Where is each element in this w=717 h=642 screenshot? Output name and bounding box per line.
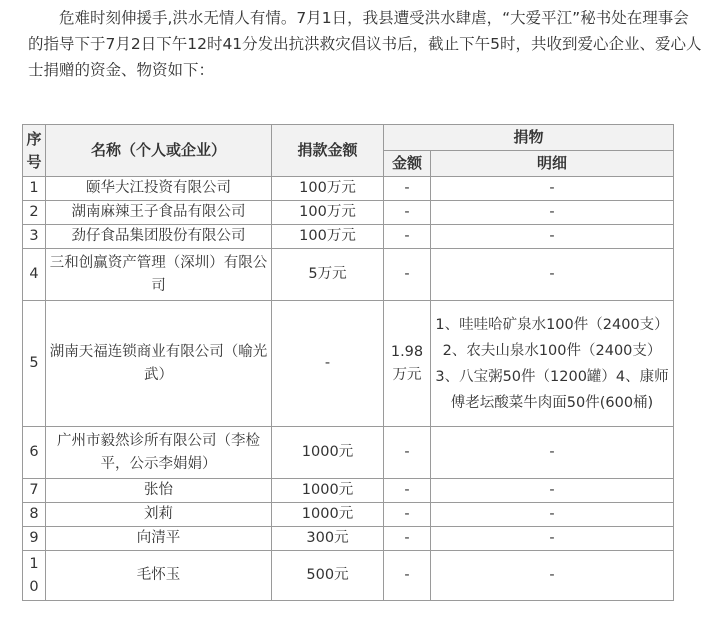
cell-seq: 9 xyxy=(23,527,46,551)
cell-goods-amount: - xyxy=(384,201,431,225)
cell-amount: 100万元 xyxy=(272,177,384,201)
cell-seq: 10 xyxy=(23,551,46,601)
header-goods-amount: 金额 xyxy=(384,151,431,177)
table-row xyxy=(23,479,674,503)
cell-goods-detail: - xyxy=(431,177,674,201)
cell-seq: 5 xyxy=(23,301,46,427)
table-row xyxy=(23,503,674,527)
header-amount: 捐款金额 xyxy=(272,125,384,177)
header-name: 名称（个人或企业） xyxy=(46,125,272,177)
table-row xyxy=(23,427,674,479)
cell-goods-detail: - xyxy=(431,527,674,551)
cell-name: 劲仔食品集团股份有限公司 xyxy=(46,225,272,249)
cell-amount: 300元 xyxy=(272,527,384,551)
cell-amount: 1000元 xyxy=(272,479,384,503)
cell-seq: 6 xyxy=(23,427,46,479)
table-row xyxy=(23,177,674,201)
header-goods: 捐物 xyxy=(384,125,674,151)
cell-name: 颐华大江投资有限公司 xyxy=(46,177,272,201)
table-row xyxy=(23,527,674,551)
cell-seq: 8 xyxy=(23,503,46,527)
cell-goods-amount: - xyxy=(384,479,431,503)
cell-goods-amount: - xyxy=(384,551,431,601)
cell-name: 刘莉 xyxy=(46,503,272,527)
table-row xyxy=(23,301,674,427)
header-seq: 序号 xyxy=(23,125,46,177)
cell-amount: 500元 xyxy=(272,551,384,601)
cell-name xyxy=(46,249,272,301)
cell-amount: 1000元 xyxy=(272,427,384,479)
table-row xyxy=(23,551,674,601)
cell-name: 广州市毅然诊所有限公司（李检平，公示李娟娟） xyxy=(46,427,272,479)
cell-name: 湖南麻辣王子食品有限公司 xyxy=(46,201,272,225)
cell-goods-amount: - xyxy=(384,249,431,301)
cell-name: 张怡 xyxy=(46,479,272,503)
cell-seq: 4 xyxy=(23,249,46,301)
cell-goods-amount: - xyxy=(384,225,431,249)
cell-name-text: 三和创赢资产管理（深圳）有限公司 xyxy=(49,254,268,294)
cell-name: 向清平 xyxy=(46,527,272,551)
cell-goods-amount: 1.98万元 xyxy=(384,301,431,427)
header-goods-detail: 明细 xyxy=(431,151,674,177)
cell-goods-detail: - xyxy=(431,551,674,601)
cell-amount: 100万元 xyxy=(272,201,384,225)
table-row xyxy=(23,225,674,249)
cell-name: 湖南天福连锁商业有限公司（喻光武） xyxy=(46,301,272,427)
cell-amount: 1000元 xyxy=(272,503,384,527)
table-row xyxy=(23,201,674,225)
cell-name: 毛怀玉 xyxy=(46,551,272,601)
cell-goods-detail: - xyxy=(431,479,674,503)
cell-seq: 3 xyxy=(23,225,46,249)
table-header xyxy=(23,125,674,177)
cell-goods-amount: - xyxy=(384,427,431,479)
cell-seq: 7 xyxy=(23,479,46,503)
cell-seq: 2 xyxy=(23,201,46,225)
cell-goods-detail: - xyxy=(431,249,674,301)
cell-amount: 100万元 xyxy=(272,225,384,249)
cell-goods-amount: - xyxy=(384,527,431,551)
cell-goods-detail: - xyxy=(431,427,674,479)
cell-goods-detail: 1、哇哇哈矿泉水100件（2400支）2、农夫山泉水100件（2400支）3、八宝粥50件（1200罐）4、康师傅老坛酸菜牛肉面50件(600桶) xyxy=(431,301,674,427)
cell-goods-detail: - xyxy=(431,225,674,249)
intro-paragraph: 危难时刻伸援手,洪水无情人有情。7月1日，我县遭受洪水肆虐，“大爱平江”秘书处在理事会的指导下于7月2日下午12时41分发出抗洪救灾倡议书后，截止下午5时，共收到爱心企业、爱心人士捐赠的资金、物资如下： xyxy=(28,9,702,79)
cell-goods-amount: - xyxy=(384,503,431,527)
cell-amount: 5万元 xyxy=(272,249,384,301)
donations-table xyxy=(22,124,674,601)
cell-goods-amount: - xyxy=(384,177,431,201)
cell-goods-detail: - xyxy=(431,503,674,527)
cell-seq: 1 xyxy=(23,177,46,201)
cell-amount: - xyxy=(272,301,384,427)
table-row xyxy=(23,249,674,301)
cell-goods-detail: - xyxy=(431,201,674,225)
